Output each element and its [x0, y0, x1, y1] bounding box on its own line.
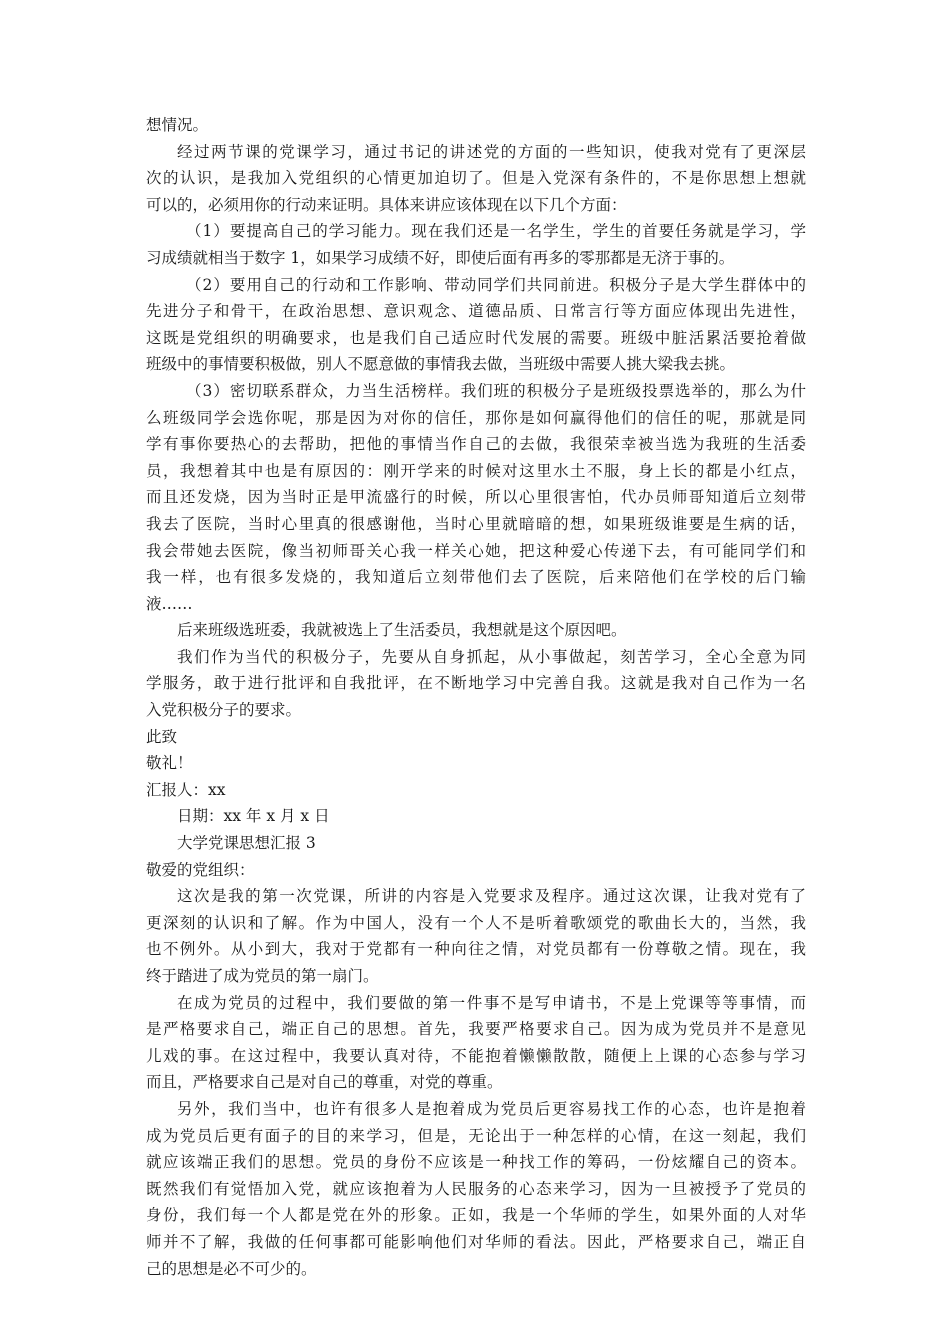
text-line: 在成为党员的过程中，我们要做的第一件事不是写申请书，不是上党课等等事情，而 — [177, 993, 806, 1012]
text-line: 成为党员后更有面子的目的来学习，但是，无论出于一种怎样的心情，在这一刻起，我们 — [146, 1126, 806, 1145]
text-line: 而且，严格要求自己是对自己的尊重，对党的尊重。 — [146, 1073, 503, 1092]
text-line: 儿戏的事。在这过程中，我要认真对待，不能抱着懒懒散散，随便上上课的心态参与学习 — [146, 1046, 806, 1065]
text-line: 习成绩就相当于数字 1，如果学习成绩不好，即使后面有再多的零那都是无济于事的。 — [146, 248, 735, 267]
text-line: 更深刻的认识和了解。作为中国人，没有一个人不是听着歌颂党的歌曲长大的，当然，我 — [146, 913, 806, 932]
text-line: 而且还发烧，因为当时正是甲流盛行的时候，所以心里很害怕，代办员师哥知道后立刻带 — [146, 488, 806, 507]
text-line: 我会带她去医院，像当初师哥关心我一样关心她，把这种爱心传递下去，有可能同学们和 — [146, 541, 806, 560]
text-line: 终于踏进了成为党员的第一扇门。 — [146, 967, 379, 985]
text-line: 入党积极分子的要求。 — [146, 701, 302, 720]
text-line: 后来班级选班委，我就被选上了生活委员，我想就是这个原因吧。 — [177, 621, 627, 640]
text-line: 这既是党组织的明确要求，也是我们自己适应时代发展的需要。班级中脏活累活要抢着做 — [146, 328, 806, 347]
text-line: 可以的，必须用你的行动来证明。具体来讲应该体现在以下几个方面： — [146, 195, 627, 214]
text-line: 学服务，敢于进行批评和自我批评，在不断地学习中完善自我。这就是我对自己作为一名 — [146, 674, 806, 693]
text-line: 么班级同学会选你呢，那是因为对你的信任，那你是如何赢得他们的信任的呢，那就是同 — [146, 408, 806, 427]
text-line: 我一样，也有很多发烧的，我知道后立刻带他们去了医院，后来陪他们在学校的后门输 — [146, 568, 806, 587]
document-page — [146, 112, 806, 1282]
text-line: 经过两节课的党课学习，通过书记的讲述党的方面的一些知识，使我对党有了更深层 — [177, 142, 806, 161]
text-line: 这次是我的第一次党课，所讲的内容是入党要求及程序。通过这次课，让我对党有了 — [177, 887, 806, 906]
text-line: 员，我想着其中也是有原因的：刚开学来的时候对这里水土不服，身上长的都是小红点， — [146, 461, 806, 480]
text-line: （3）密切联系群众，力当生活榜样。我们班的积极分子是班级投票选举的，那么为什 — [186, 381, 806, 400]
text-line: 就应该端正我们的思想。党员的身份不应该是一种找工作的筹码，一份炫耀自己的资本。 — [146, 1153, 806, 1172]
text-line: 次的认识，是我加入党组织的心情更加迫切了。但是入党深有条件的，不是你思想上想就 — [146, 169, 806, 188]
text-line: 我们作为当代的积极分子，先要从自身抓起，从小事做起，刻苦学习，全心全意为同 — [177, 647, 806, 666]
text-line: 另外，我们当中，也许有很多人是抱着成为党员后更容易找工作的心态，也许是抱着 — [177, 1099, 806, 1118]
text-line: 我去了医院，当时心里真的很感谢他，当时心里就暗暗的想，如果班级谁要是生病的话， — [146, 514, 806, 533]
text-line: 敬礼！ — [146, 754, 193, 773]
text-line: 也不例外。从小到大，我对于党都有一种向往之情，对党员都有一份尊敬之情。现在，我 — [146, 940, 806, 959]
text-line: 大学党课思想汇报 3 — [177, 834, 316, 853]
text-line: 学有事你要热心的去帮助，把他的事情当作自己的去做，我很荣幸被当选为我班的生活委 — [146, 435, 806, 454]
text-line: 想情况。 — [146, 116, 209, 134]
text-line: 液…… — [146, 594, 193, 613]
text-line: 是严格要求自己，端正自己的思想。首先，我要严格要求自己。因为成为党员并不是意见 — [146, 1020, 806, 1039]
text-line: 汇报人：xx — [146, 780, 226, 799]
text-line: 既然我们有觉悟加入党，就应该抱着为人民服务的心态来学习，因为一旦被授予了党员的 — [146, 1179, 806, 1198]
text-line: （1）要提高自己的学习能力。现在我们还是一名学生，学生的首要任务就是学习，学 — [186, 222, 806, 241]
text-line: 先进分子和骨干，在政治思想、意识观念、道德品质、日常言行等方面应体现出先进性， — [146, 302, 806, 321]
text-line: 班级中的事情要积极做，别人不愿意做的事情我去做，当班级中需要人挑大梁我去挑。 — [146, 355, 736, 374]
text-line: 日期：xx 年 x 月 x 日 — [177, 807, 330, 826]
text-line: 身份，我们每一个人都是党在外的形象。正如，我是一个华师的学生，如果外面的人对华 — [146, 1206, 806, 1225]
text-line: 己的思想是必不可少的。 — [146, 1259, 317, 1278]
text-line: 此致 — [146, 727, 178, 746]
text-line: 师并不了解，我做的任何事都可能影响他们对华师的看法。因此，严格要求自己，端正自 — [146, 1232, 806, 1251]
text-line: 敬爱的党组织： — [146, 860, 255, 879]
text-line: （2）要用自己的行动和工作影响、带动同学们共同前进。积极分子是大学生群体中的 — [186, 275, 806, 294]
